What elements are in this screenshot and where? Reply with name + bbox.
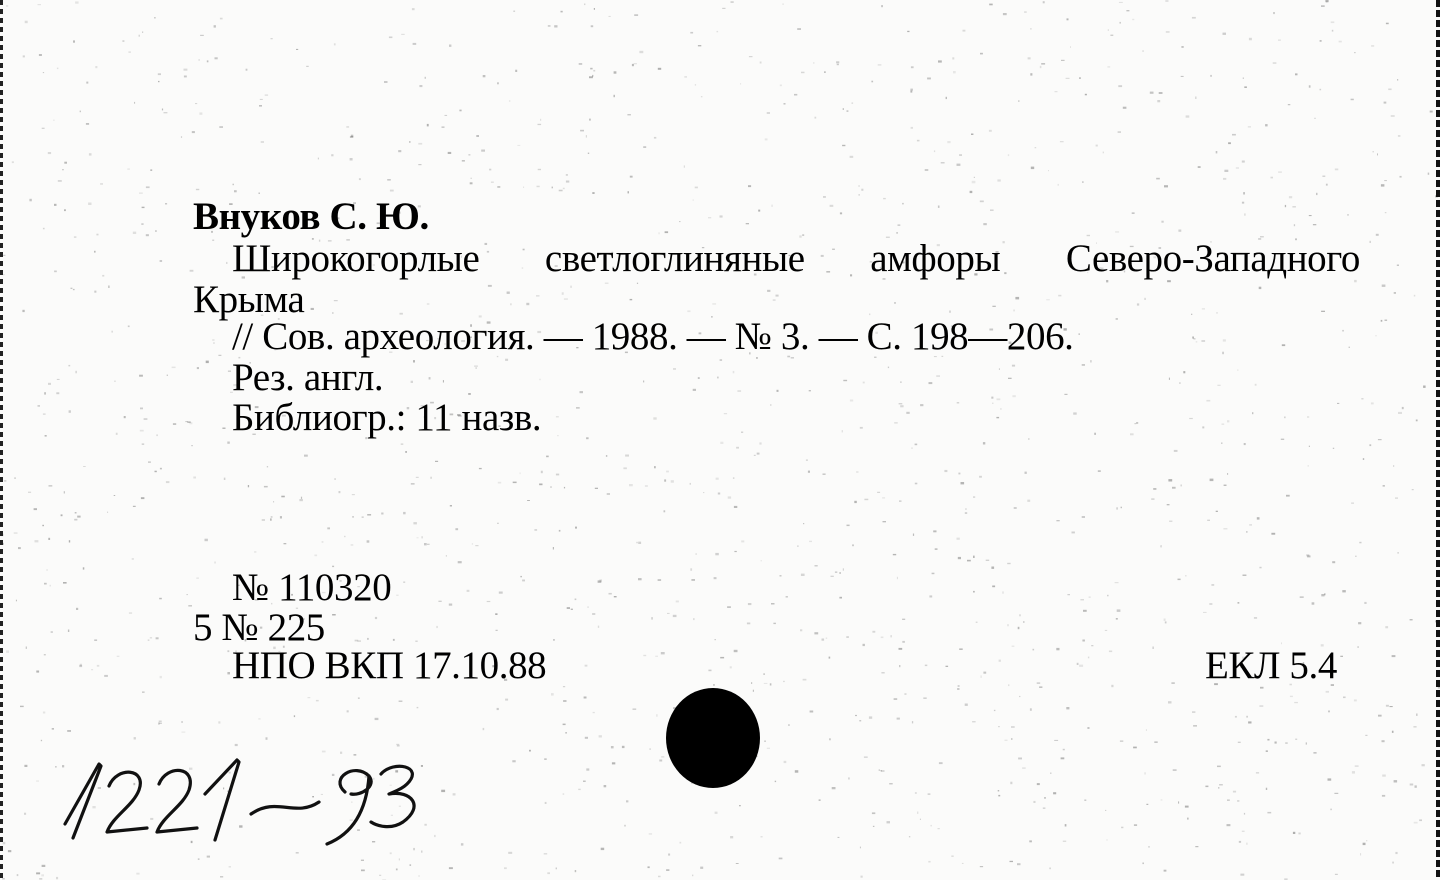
classification-code: ЕКЛ 5.4 xyxy=(1205,644,1337,687)
punch-hole xyxy=(666,688,760,788)
card-right-edge xyxy=(1436,0,1440,880)
registration-stamp: НПО ВКП 17.10.88 xyxy=(232,644,547,687)
title-line-2: Крыма xyxy=(193,278,305,321)
card-left-edge xyxy=(0,0,3,880)
author-name: Внуков С. Ю. xyxy=(193,195,429,238)
issue-number: 5 № 225 xyxy=(193,606,325,649)
handwritten-note xyxy=(55,752,425,852)
record-number: № 110320 xyxy=(232,566,392,609)
summary-note: Рез. англ. xyxy=(232,356,384,399)
title-line-1: Широкогорлые светлоглиняные амфоры Северо-Западного xyxy=(232,237,1360,280)
source-citation: // Сов. археология. — 1988. — № 3. — С. 198—206. xyxy=(232,315,1074,358)
bibliography-note: Библиогр.: 11 назв. xyxy=(232,396,542,439)
